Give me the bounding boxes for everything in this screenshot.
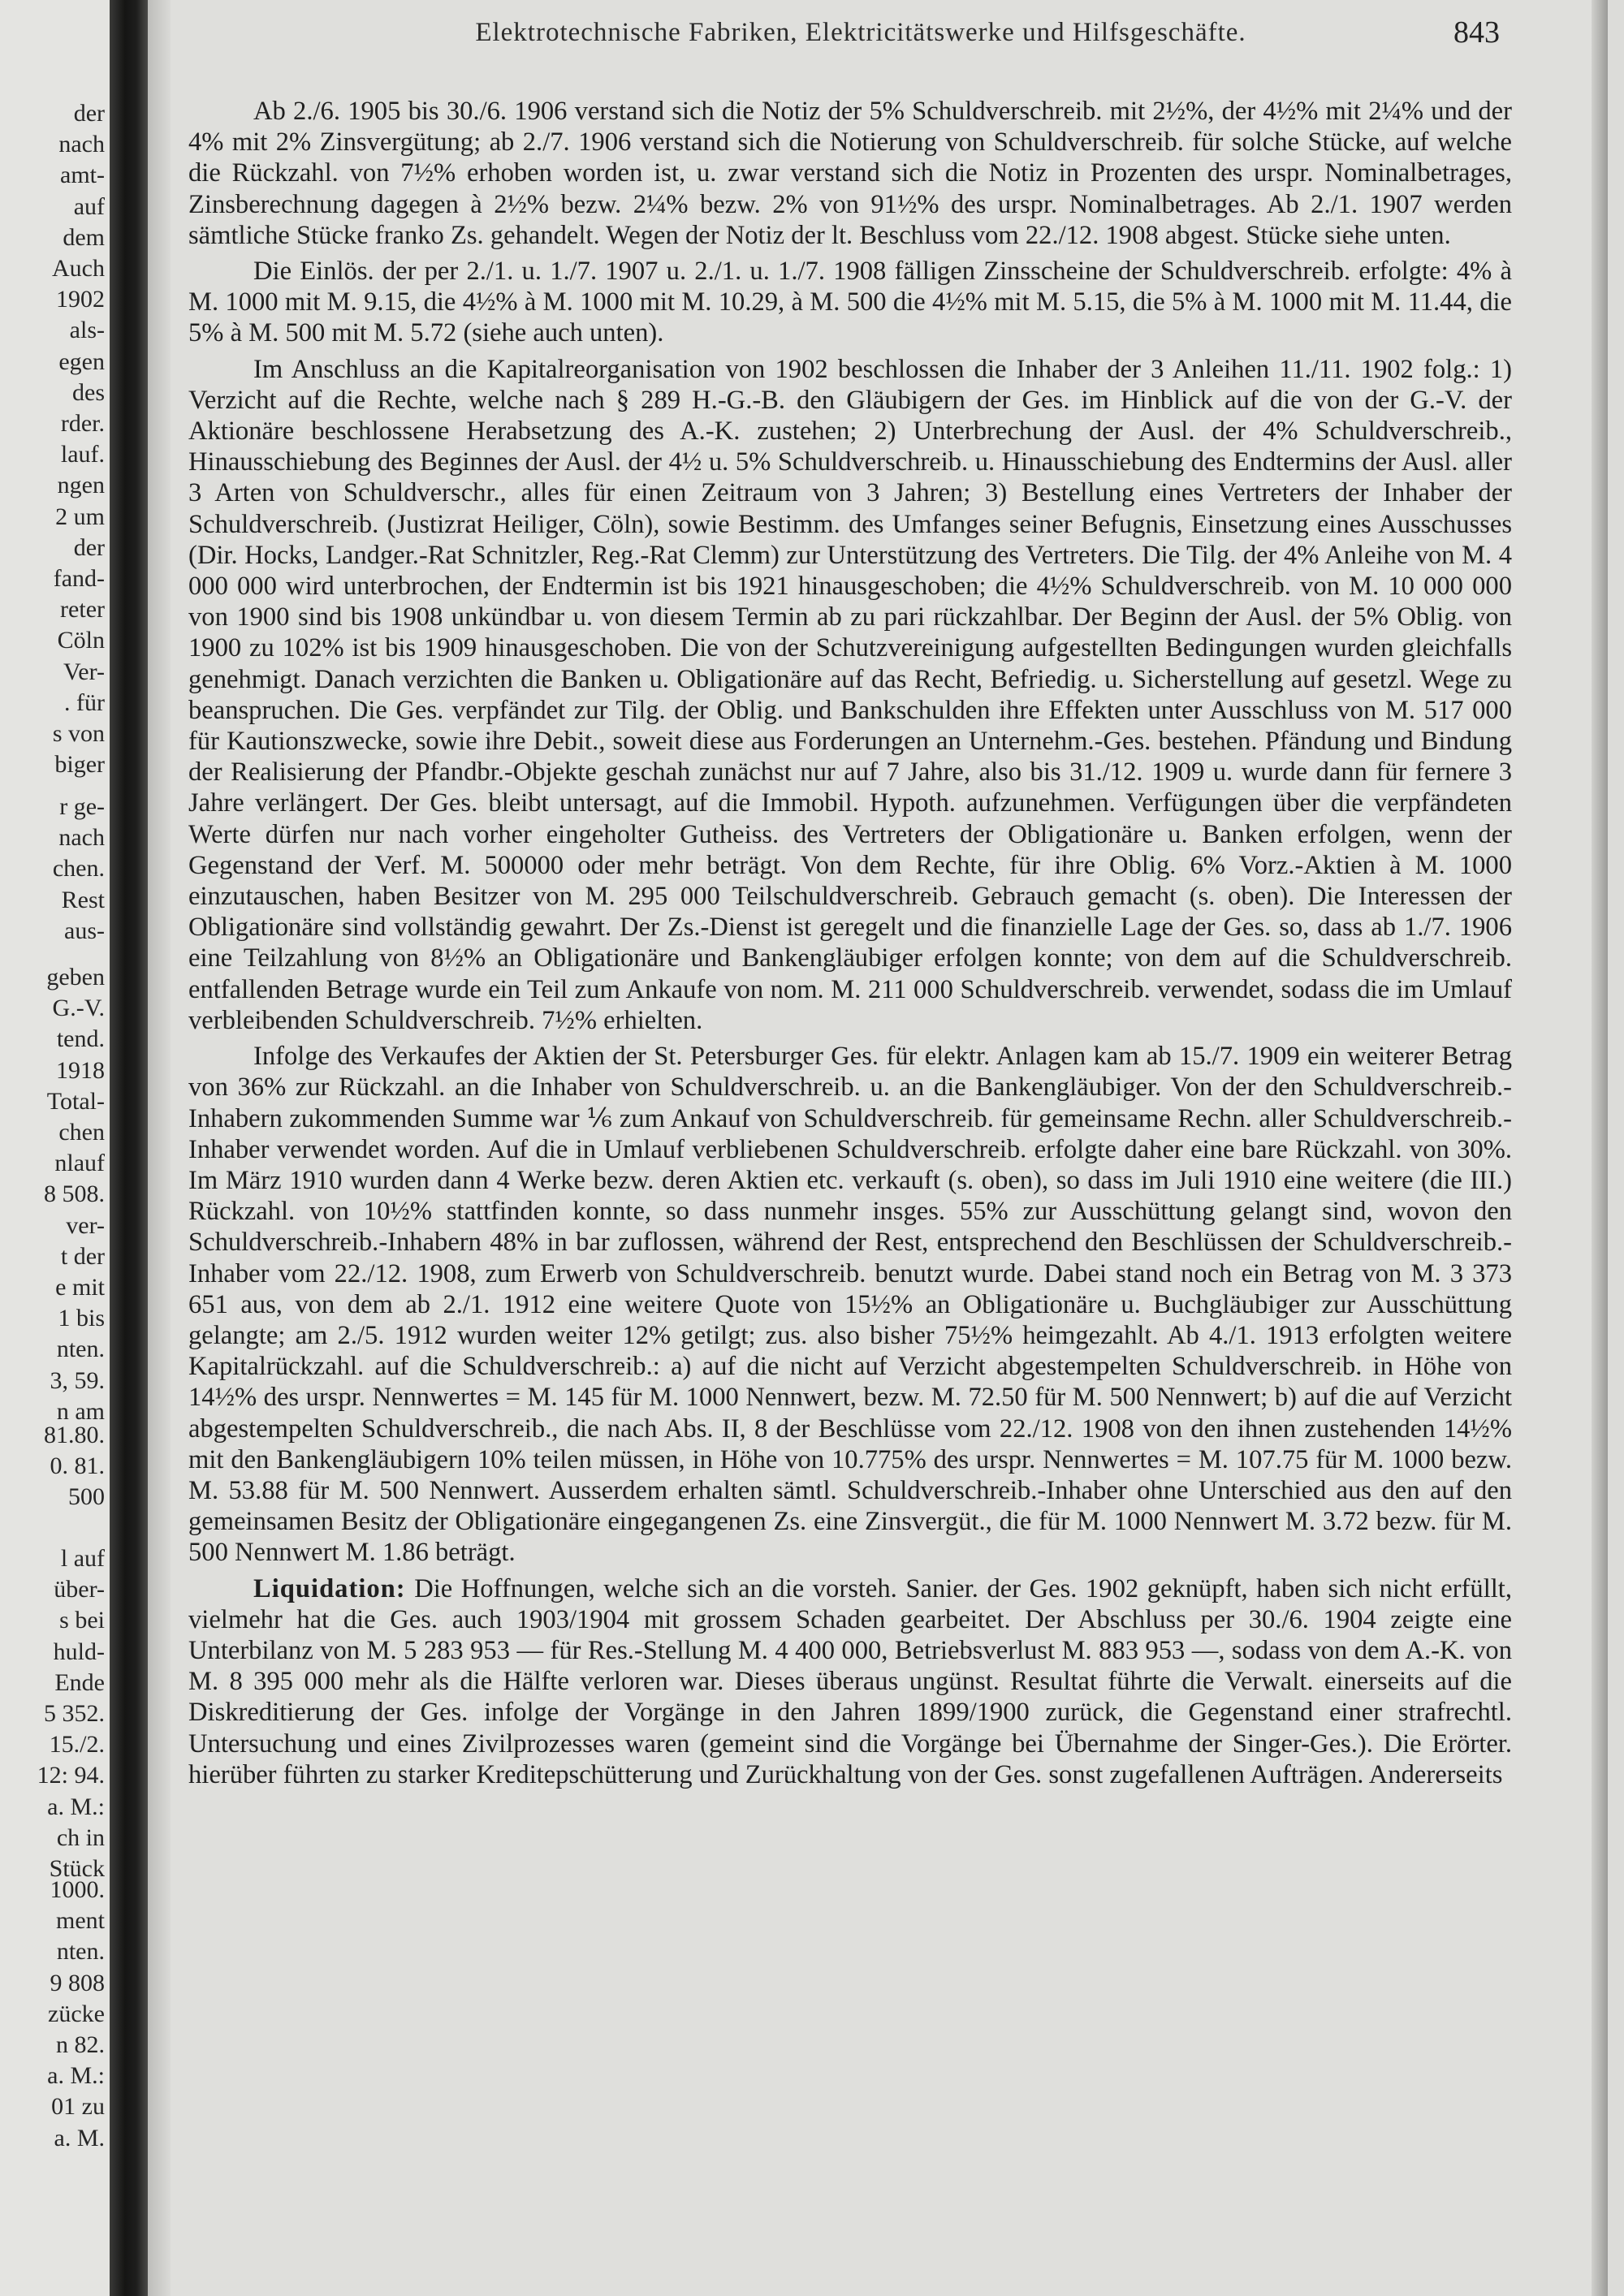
left-page-fragment: l auf (60, 1545, 105, 1572)
left-page-fragment: des (72, 378, 105, 406)
paragraph-einloesung: Die Einlös. der per 2./1. u. 1./7. 1907 u. 2./1. u. 1./7. 1908 fälligen Zinsscheine der Schuldverschreib. erfolgte: 4% à M. 1000 mit M. 9.15, die 4½% à M. 1000 mit M. 10.29, à M. 500 die 4½% mit M. 5.15, die 5% à M. 1000 mit M. 11.44, die 5% à M. 500 mit M. 5.72 (siehe auch unten). (188, 257, 1512, 348)
left-page-fragment: 9 808 (50, 1969, 105, 1996)
left-page-fragment: n am (56, 1397, 105, 1425)
running-title: Elektrotechnische Fabriken, Elektricitätswerke und Hilfsgeschäfte. (475, 18, 1246, 47)
left-page-fragment: ch in (56, 1823, 105, 1851)
article-body (188, 96, 1512, 1790)
left-page-fragment: der (73, 100, 105, 127)
left-page-fragment: ment (56, 1907, 105, 1935)
left-page-fragment: Stück (49, 1855, 105, 1882)
left-page-fragment: ngen (57, 472, 105, 499)
page-number: 843 (1453, 15, 1500, 50)
left-page-fragment: 2 um (55, 503, 105, 530)
left-page-fragment: amt- (60, 162, 105, 189)
left-page-fragment: 81.80. (44, 1422, 105, 1448)
left-page-fragment: huld- (53, 1638, 105, 1665)
left-page-fragment: 3, 59. (50, 1366, 105, 1394)
left-page-fragment: 500 (68, 1483, 105, 1511)
left-page-fragment: geben (46, 964, 105, 990)
left-page-fragment: dem (63, 223, 105, 251)
left-page-fragment: nten. (56, 1336, 105, 1363)
adjacent-page-strip (0, 0, 110, 2296)
left-page-fragment: a. M.: (47, 2062, 105, 2090)
left-page-fragment: der (73, 533, 105, 561)
left-page-fragment: nach (58, 131, 105, 158)
left-page-fragment: ver- (66, 1211, 105, 1239)
left-page-fragment: aus- (64, 917, 105, 944)
liquidation-heading: Liquidation: (253, 1573, 406, 1603)
left-page-fragment: egen (58, 347, 105, 375)
left-page-fragment: a. M.: (47, 1793, 105, 1820)
left-page-fragment: . für (64, 688, 105, 716)
left-page-fragment: nlauf (54, 1150, 105, 1177)
left-page-fragment: 15./2. (49, 1731, 105, 1759)
left-page-fragment: über- (54, 1576, 105, 1603)
left-page-fragment: Ver- (63, 658, 105, 685)
left-page-fragment: nach (58, 824, 105, 852)
left-page-fragment: 12: 94. (37, 1762, 105, 1789)
book-gutter (110, 0, 148, 2296)
left-page-fragment: chen (58, 1119, 105, 1146)
left-page-fragment: Ende (54, 1668, 105, 1696)
left-page-fragment: 8 508. (44, 1180, 105, 1208)
left-page-fragment: r ge- (59, 793, 105, 820)
left-page-fragment: Total- (46, 1087, 105, 1115)
left-page-fragment: t der (60, 1242, 105, 1270)
left-page-fragment: 0. 81. (50, 1452, 105, 1480)
left-page-fragment: 1000. (50, 1876, 105, 1903)
left-page-fragment: nten. (56, 1938, 105, 1966)
left-page-fragment: s bei (59, 1607, 105, 1634)
left-page-fragment: n 82. (56, 2031, 105, 2058)
left-page-fragment: zücke (48, 2000, 105, 2027)
left-page-fragment: als- (69, 317, 105, 344)
gutter-shadow (148, 0, 171, 2296)
left-page-fragment: 1902 (56, 286, 105, 313)
paragraph-liquidation: Liquidation: Die Hoffnungen, welche sich an die vorsteh. Sanier. der Ges. 1902 geknüpft, haben sich nicht erfüllt, vielmehr hat die Ges. auch 1903/1904 mit grossem Schaden gearbeitet. Der Abschluss per 30./6. 1904 zeigte eine Unterbilanz von M. 5 283 953 — für Res.-Stellung M. 4 400 000, Betriebsverlust M. 883 953 —, sodass von dem A.-K. von M. 8 395 000 mehr als die Hälfte verloren war. Dieses überaus ungünst. Resultat führte die Verwalt. einerseits auf die Diskreditierung der Ges. infolge der Vorgänge in den Jahren 1899/1900 zurück, die Gegenstand einer strafrechtl. Untersuchung und eines Zivilprozesses waren (gemeint sind die Vorgänge bei Übernahme der Singer-Ges.). Die Erörter. hierüber führten zu starker Kreditерschütterung und Zurückhaltung von der Ges. sonst zugefallenen Aufträgen. Andererseits (188, 1573, 1512, 1789)
left-page-fragment: 1 bis (58, 1305, 105, 1332)
left-page-fragment: e mit (55, 1274, 105, 1301)
left-page-fragment: G.-V. (52, 995, 105, 1022)
left-page-fragment: 01 zu (51, 2093, 105, 2121)
left-page-fragment: tend. (56, 1025, 105, 1053)
left-page-fragment: s von (52, 720, 105, 747)
left-page-fragment: auf (73, 192, 105, 220)
paragraph-verkauf: Infolge des Verkaufes der Aktien der St. Petersburger Ges. für elektr. Anlagen kam ab 15./7. 1909 ein weiterer Betrag von 36% zur Rückzahl. an die Inhaber von Schuldverschreib. u. an die Bankengläubiger. Von der den Schuldverschreib.-Inhabern zukommenden Summe war ⅙ zum Ankauf von Schuldverschreib. für gemeinsame Rechn. aller Schuldverschreib.-Inhaber verwendet worden. Auf die in Umlauf verbliebenen Schuldverschreib. erfolgte daher eine bare Rückzahl. von 30%. Im März 1910 wurden dann 4 Werke bezw. deren Aktien etc. verkauft (s. oben), so dass im Juli 1910 eine weitere (die III.) Rückzahl. von 10½% stattfinden konnte, so dass nunmehr insges. 55% zur Ausschüttung gelangt sind, wovon den Schuldverschreib.-Inhabern 48% in bar zuflossen, während der Rest, entsprechend den Beschlüssen der Schuldverschreib.-Inhaber vom 22./12. 1908, zum Erwerb von Schuldverschreib. benutzt wurde. Dabei stand noch ein Betrag von M. 3 373 651 aus, von dem ab 2./1. 1912 eine weitere Quote von 15½% an Obligationäre u. Buchgläubiger zur Ausschüttung gelangte; am 2./5. 1912 wurden weiter 12% getilgt; zus. also bisher 75½% heimgezahlt. Ab 4./1. 1913 erfolgten weitere Kapitalrückzahl. auf die Schuldverschreib.: a) auf die nicht auf Verzicht abgestempelten Schuldverschreib. in Höhe von 14½% des urspr. Nennwertes = M. 145 für M. 1000 Nennwert, bezw. M. 72.50 für M. 500 Nennwert; b) auf die auf Verzicht abgestempelten Schuldverschreib., die nach Abs. II, 8 der Beschlüsse vom 22./12. 1908 von den ihnen zustehenden 14½% mit den Bankengläubigern 10% teilen müssen, in Höhe von 10.775% des urspr. Nennwertes = M. 107.75 für M. 1000 bezw. M. 53.88 für M. 500 Nennwert. Ausserdem erhalten sämtl. Schuldverschreib.-Inhaber ohne Unterschied aus den auf den gemeinsamen Besitz der Obligationäre eingegangenen Zs. eine Zinsvergüt., die für M. 1000 Nennwert M. 3.72 bezw. für M. 500 Nennwert M. 1.86 beträgt. (188, 1042, 1512, 1568)
left-page-fragment: Auch (52, 255, 105, 282)
left-page-fragment: biger (54, 751, 105, 779)
page-edge (1592, 0, 1608, 2296)
left-page-fragment: Cöln (57, 627, 105, 654)
paragraph-notiz: Ab 2./6. 1905 bis 30./6. 1906 verstand sich die Notiz der 5% Schuldverschreib. mit 2½%, der 4½% mit 2¼% und der 4% mit 2% Zinsvergütung; ab 2./7. 1906 verstand sich die Notierung von Schuldverschreib. für solche Stücke, auf welche die Rückzahl. von 7½% erhoben worden ist, u. zwar verstand sich die Notiz in Prozenten des urspr. Nominalbetrages, Zinsberechnung dagegen à 2½% bezw. 2¼% bezw. 2% von 91½% des urspr. Nominalbetrages. Ab 2./1. 1907 werden sämtliche Stücke franko Zs. gehandelt. Wegen der Notiz der lt. Beschluss vom 22./12. 1908 abgest. Stücke siehe unten. (188, 97, 1512, 250)
left-page-fragment: 1918 (56, 1056, 105, 1084)
left-page-fragment: chen. (52, 855, 105, 883)
left-page-fragment: reter (60, 596, 105, 624)
left-page-fragment: 5 352. (44, 1700, 105, 1727)
left-page-fragment: rder. (60, 410, 105, 437)
left-page-fragment: a. M. (54, 2124, 105, 2151)
left-page-fragment: lauf. (60, 441, 105, 468)
left-page-fragment: fand- (53, 565, 105, 592)
left-page-fragment: Rest (61, 886, 105, 913)
paragraph-kapitalreorganisation: Im Anschluss an die Kapitalreorganisation von 1902 beschlossen die Inhaber der 3 Anleihen 11./11. 1902 folg.: 1) Verzicht auf die Rechte, welche nach § 289 H.-G.-B. den Gläubigern der Ges. im Hinblick auf die von der G.-V. der Aktionäre beschlossene Herabsetzung des A.-K. zustehen; 2) Unterbrechung der Ausl. der 4% Schuldverschreib., Hinausschiebung des Beginnes der Ausl. der 4½ u. 5% Schuldverschreib. u. Hinausschiebung des Endtermins der Ausl. aller 3 Arten von Schuldverschr., alles für einen Zeitraum von 3 Jahren; 3) Bestellung eines Vertreters der Inhaber der Schuldverschreib. (Justizrat Heiliger, Cöln), sowie Bestimm. des Umfanges seiner Befugnis, Einsetzung eines Ausschusses (Dir. Hocks, Landger.-Rat Schnitzler, Reg.-Rat Clemm) zur Unterstützung des Vertreters. Die Tilg. der 4% Anleihe von M. 4 000 000 wird unterbrochen, der Endtermin ist bis 1921 hinausgeschoben; die 4½% Schuldverschreib. von M. 10 000 000 von 1900 sind bis 1908 unkündbar u. von diesem Termin ab zu pari rückzahlbar. Der Beginn der Ausl. der 5% Oblig. von 1900 zu 102% ist bis 1909 hinausgeschoben. Die von der Schutzvereinigung aufgestellten Bedingungen wurden gleichfalls genehmigt. Danach verzichten die Banken u. Obligationäre auf das Recht, Befriedig. u. Sicherstellung auf gesetzl. Wege zu beanspruchen. Die Ges. verpfändet zur Tilg. der Oblig. und Bankschulden ihre Effekten unter Ausschluss von M. 517 000 für Kautionszwecke, sowie ihre Debit., soweit diese aus Forderungen an Unternehm.-Ges. bestehen. Pfändung und Bindung der Realisierung der Pfandbr.-Objekte geschah zunächst nur auf 7 Jahre, also bis 31./12. 1909 u. wurde dann für fernere 3 Jahre verlängert. Der Ges. bleibt untersagt, auf die Immobil. Hypoth. aufzunehmen. Verfügungen über die verpfändeten Werte dürfen nur nach vorher eingeholter Gutheiss. des Vertreters der Obligationäre u. Banken erfolgen, wenn der Gegenstand der Verf. M. 500000 oder mehr beträgt. Von dem Rechte, für ihre Oblig. 6% Vorz.-Aktien à M. 1000 einzutauschen, haben Besitzer von M. 295 000 Teilschuldverschreib. Gebrauch gemacht (s. oben). Die Interessen der Obligationäre sind vollständig gewahrt. Der Zs.-Dienst ist geregelt und die finanzielle Lage der Ges. so, dass ab 1./7. 1906 eine Teilzahlung von 8½% an Obligationäre und Bankengläubiger erfolgen konnte; von dem auf die Schuldverschreib. entfallenden Betrage wurde ein Teil zum Ankaufe von nom. M. 211 000 Schuldverschreib. verwendet, sodass die im Umlauf verbleibenden Schuldverschreib. 7½% erhielten. (188, 354, 1512, 1035)
